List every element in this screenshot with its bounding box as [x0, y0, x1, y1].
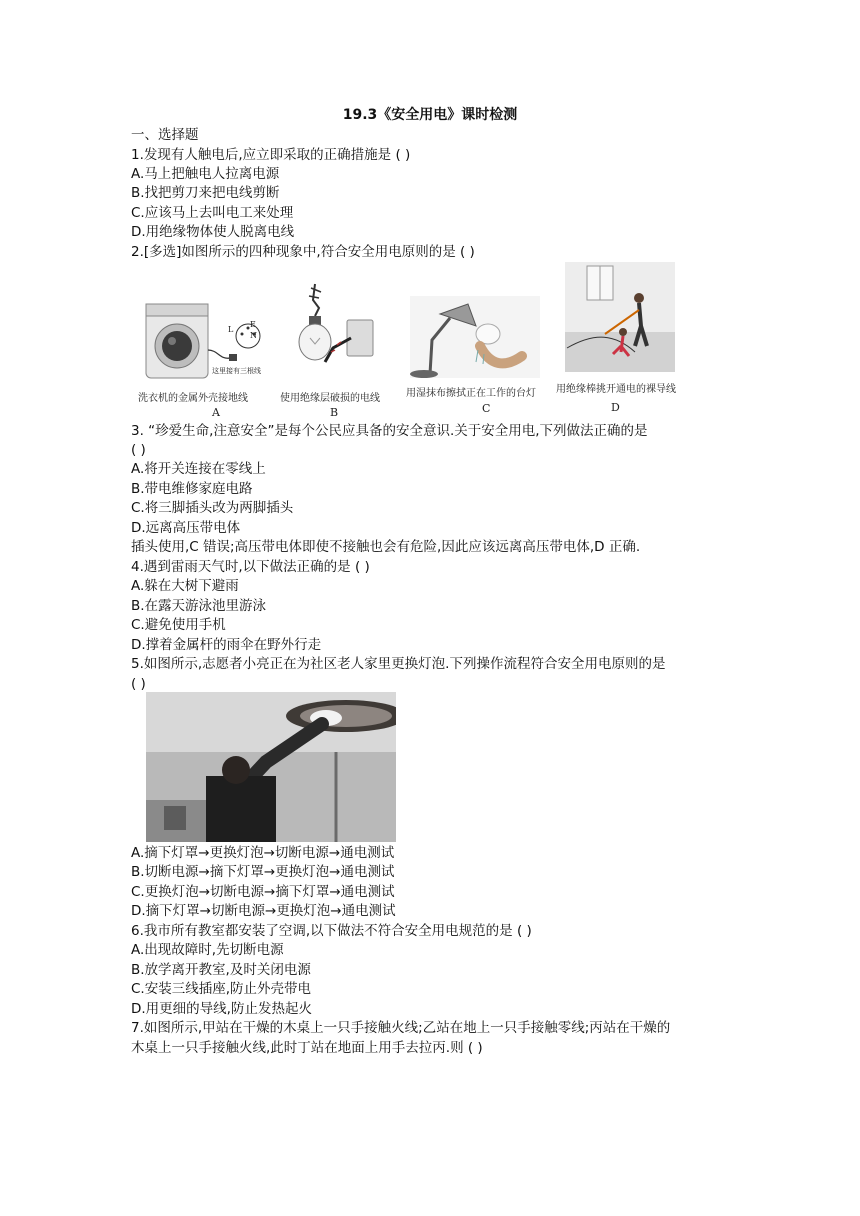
- q1-option-b: B.找把剪刀来把电线剪断: [131, 185, 280, 201]
- section-heading: 一、选择题: [131, 127, 199, 143]
- q3-option-d: D.远离高压带电体: [131, 520, 241, 536]
- q5-option-c: C.更换灯泡→切断电源→摘下灯罩→通电测试: [131, 884, 395, 900]
- question-4-stem: 4.遇到雷雨天气时,以下做法正确的是 ( ): [131, 559, 370, 575]
- q5-option-b: B.切断电源→摘下灯罩→更换灯泡→通电测试: [131, 864, 395, 880]
- q4-option-c: C.避免使用手机: [131, 617, 226, 633]
- q3-option-c: C.将三脚插头改为两脚插头: [131, 500, 294, 516]
- q1-option-a: A.马上把触电人拉离电源: [131, 166, 280, 182]
- plug-label-n: N: [250, 331, 257, 340]
- q4-option-d: D.撑着金属杆的雨伞在野外行走: [131, 637, 322, 653]
- figure-a-letter: A: [212, 406, 220, 419]
- q6-option-c: C.安装三线插座,防止外壳带电: [131, 981, 312, 997]
- question-1-stem: 1.发现有人触电后,应立即采取的正确措施是 ( ): [131, 147, 411, 163]
- plug-label-e: E: [250, 320, 256, 329]
- q3-answer-note: 插头使用,C 错误;高压带电体即使不接触也会有危险,因此应该远离高压带电体,D 正确.: [131, 539, 641, 555]
- figure-a-caption: 洗衣机的金属外壳接地线: [138, 393, 248, 404]
- figure-c-caption: 用湿抹布擦拭正在工作的台灯: [406, 388, 536, 399]
- q3-option-b: B.带电维修家庭电路: [131, 481, 253, 497]
- q6-option-d: D.用更细的导线,防止发热起火: [131, 1001, 312, 1017]
- figure-b-caption: 使用绝缘层破损的电线: [280, 393, 380, 404]
- figure-d-caption: 用绝缘棒挑开通电的裸导线: [556, 384, 676, 395]
- lightbulb-change-photo: [146, 692, 396, 842]
- desk-lamp-figure: [410, 296, 540, 378]
- figure-b-letter: B: [330, 406, 339, 419]
- figure-d-letter: D: [611, 401, 620, 414]
- question-7-stem-cont: 木桌上一只手接触火线,此时丁站在地面上用手去拉丙.则 ( ): [131, 1040, 483, 1056]
- q6-option-b: B.放学离开教室,及时关闭电源: [131, 962, 311, 978]
- q4-option-a: A.躲在大树下避雨: [131, 578, 239, 594]
- q6-option-a: A.出现故障时,先切断电源: [131, 942, 284, 958]
- figure-a-sublabel: 这里接有三根线: [212, 367, 261, 375]
- q5-option-d: D.摘下灯罩→切断电源→更换灯泡→通电测试: [131, 903, 396, 919]
- question-7-stem: 7.如图所示,甲站在干燥的木桌上一只手接触火线;乙站在地上一只手接触零线;丙站在干燥的: [131, 1020, 671, 1036]
- q1-option-c: C.应该马上去叫电工来处理: [131, 205, 294, 221]
- q1-option-d: D.用绝缘物体使人脱离电线: [131, 224, 295, 240]
- insulated-rod-figure: [565, 262, 675, 372]
- damaged-wire-figure: [285, 282, 385, 382]
- plug-label-l: L: [228, 325, 234, 334]
- question-5-stem: 5.如图所示,志愿者小亮正在为社区老人家里更换灯泡.下列操作流程符合安全用电原则的是: [131, 656, 666, 672]
- question-2-stem: 2.[多选]如图所示的四种现象中,符合安全用电原则的是 ( ): [131, 244, 475, 260]
- question-3-stem: 3. “珍爱生命,注意安全”是每个公民应具备的安全意识.关于安全用电,下列做法正确的是: [131, 423, 648, 439]
- figure-c-letter: C: [482, 402, 491, 415]
- q5-option-a: A.摘下灯罩→更换灯泡→切断电源→通电测试: [131, 845, 395, 861]
- q4-option-b: B.在露天游泳池里游泳: [131, 598, 267, 614]
- question-3-blank: ( ): [131, 442, 146, 458]
- q3-option-a: A.将开关连接在零线上: [131, 461, 266, 477]
- page-title: 19.3《安全用电》课时检测: [342, 107, 518, 123]
- question-6-stem: 6.我市所有教室都安装了空调,以下做法不符合安全用电规范的是 ( ): [131, 923, 532, 939]
- question-5-blank: ( ): [131, 676, 146, 692]
